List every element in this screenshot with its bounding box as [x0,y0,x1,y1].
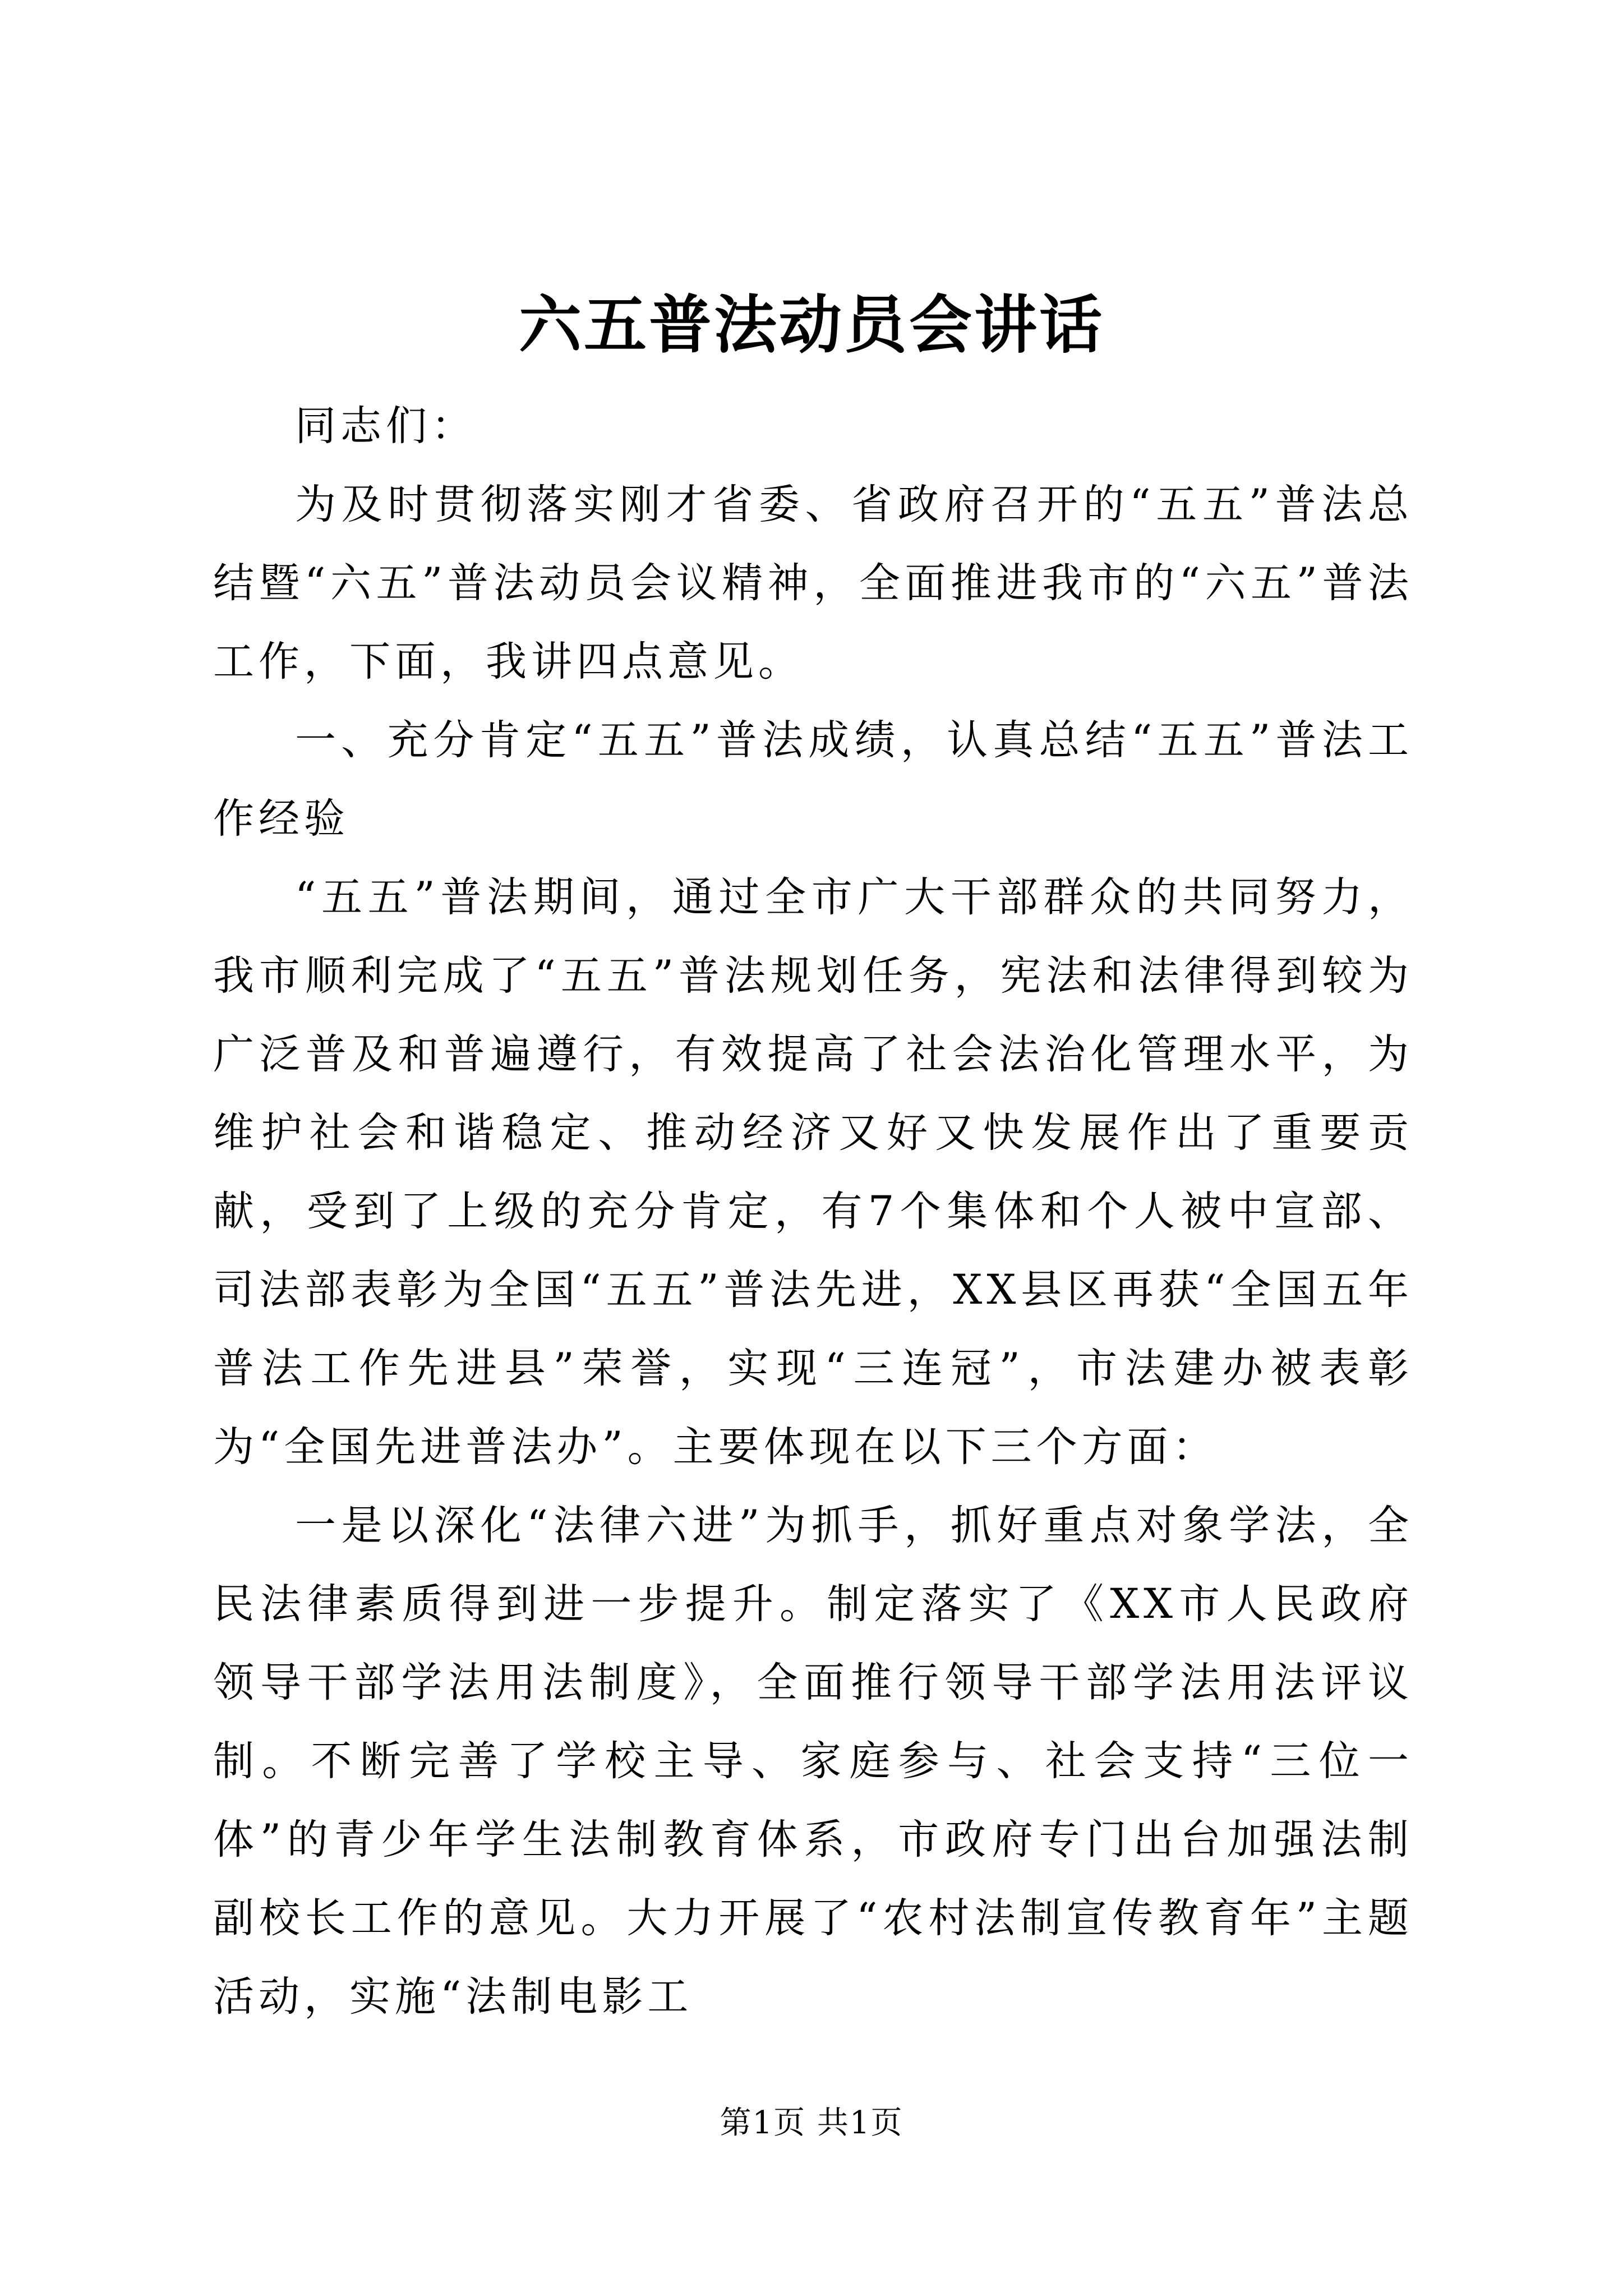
document-title: 六五普法动员会讲话 [519,288,1104,362]
body-paragraph: 为及时贯彻落实刚才省委、省政府召开的“五五”普法总结暨“六五”普法动员会议精神，全面推进我市的“六五”普法工作，下面，我讲四点意见。 [213,481,1413,685]
document-body [213,387,1413,2036]
body-paragraph: “五五”普法期间，通过全市广大干部群众的共同努力，我市顺利完成了“五五”普法规划任务，宪法和法律得到较为广泛普及和普遍遵行，有效提高了社会法治化管理水平，为维护社会和谐稳定、推动经济又好又快发展作出了重要贡献，受到了上级的充分肯定，有7个集体和个人被中宣部、司法部表彰为全国“五五”普法先进，XX县区再获“全国五年普法工作先进县”荣誉，实现“三连冠”，市法建办被表彰为“全国先进普法办”。主要体现在以下三个方面： [213,873,1413,1471]
salutation: 同志们： [295,402,477,450]
page-number-footer: 第1页 共1页 [720,2105,903,2141]
body-paragraph: 一是以深化“法律六进”为抓手，抓好重点对象学法，全民法律素质得到进一步提升。制定落实了《XX市人民政府领导干部学法用法制度》，全面推行领导干部学法用法评议制。不断完善了学校主导、家庭参与、社会支持“三位一体”的青少年学生法制教育体系，市政府专门出台加强法制副校长工作的意见。大力开展了“农村法制宣传教育年”主题活动，实施“法制电影工 [213,1502,1413,2021]
section-heading: 一、充分肯定“五五”普法成绩，认真总结“五五”普法工作经验 [213,716,1413,843]
